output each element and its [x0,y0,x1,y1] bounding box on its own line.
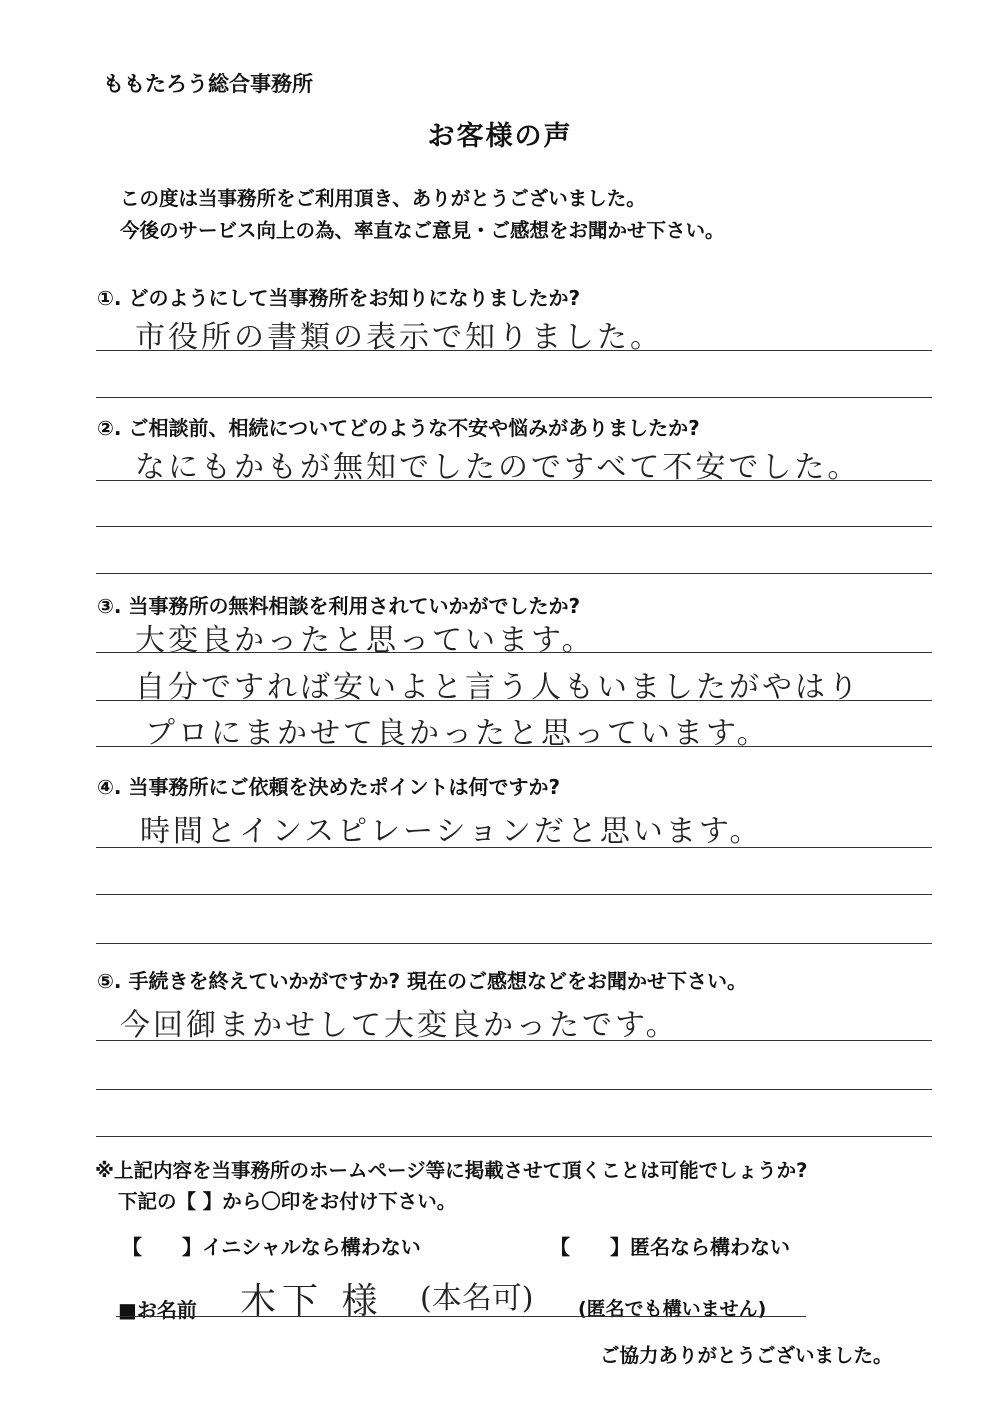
option-initials[interactable]: 【 】イニシャルなら構わない [122,1235,421,1259]
answer-rule [96,652,932,653]
publish-question: ※上記内容を当事務所のホームページ等に掲載させて頂くことは可能でしょうか? [95,1159,808,1182]
answer-1-line-1: 市役所の書類の表示で知りました。 [135,320,663,355]
answer-2-line-1: なにもかもが無知でしたのですべて不安でした。 [135,450,861,485]
question-3: ③. 当事務所の無料相談を利用されていかがでしたか? [97,594,581,618]
answer-rule [96,847,932,848]
answer-rule [96,1089,932,1090]
question-2: ②. ご相談前、相続についてどのような不安や悩みがありましたか? [97,416,700,440]
option-anonymous[interactable]: 【 】匿名なら構わない [550,1235,790,1259]
intro-line-2: 今後のサービス向上の為、率直なご意見・ご感想をお聞かせ下さい。 [120,219,725,242]
answer-rule [96,943,932,944]
answer-rule [96,573,932,574]
name-value: 木下 様 [240,1281,384,1322]
answer-rule [96,480,932,481]
answer-rule [96,350,932,351]
answer-rule [96,894,932,895]
page-title: お客様の声 [427,121,573,152]
answer-rule [96,746,932,747]
thanks-message: ご協力ありがとうございました。 [600,1344,893,1367]
answer-rule [96,1136,932,1137]
answer-rule [96,526,932,527]
question-1: ①. どのようにして当事務所をお知りになりましたか? [97,286,581,310]
name-underline [116,1316,806,1317]
answer-5-line-1: 今回御まかせして大変良かったです。 [120,1008,679,1043]
answer-rule [96,1040,932,1041]
answer-rule [96,397,932,398]
answer-3-line-3: プロにまかせて良かったと思っています。 [145,716,770,751]
name-label: ■お名前 [118,1298,197,1322]
question-5: ⑤. 手続きを終えていかがですか? 現在のご感想などをお聞かせ下さい。 [97,969,748,993]
name-extra: (本名可) [420,1281,534,1316]
intro-line-1: この度は当事務所をご利用頂き、ありがとうございました。 [120,187,646,210]
anonymous-note: (匿名でも構いません) [578,1298,767,1320]
office-name: ももたろう総合事務所 [103,72,313,96]
answer-rule [96,700,932,701]
question-4: ④. 当事務所にご依頼を決めたポイントは何ですか? [97,775,561,799]
answer-4-line-1: 時間とインスピレーションだと思います。 [140,814,763,849]
answer-3-line-2: 自分ですれば安いよと言う人もいましたがやはり [135,670,861,705]
answer-3-line-1: 大変良かったと思っています。 [135,623,595,658]
publish-instruction: 下記の【 】から〇印をお付け下さい。 [118,1190,457,1213]
